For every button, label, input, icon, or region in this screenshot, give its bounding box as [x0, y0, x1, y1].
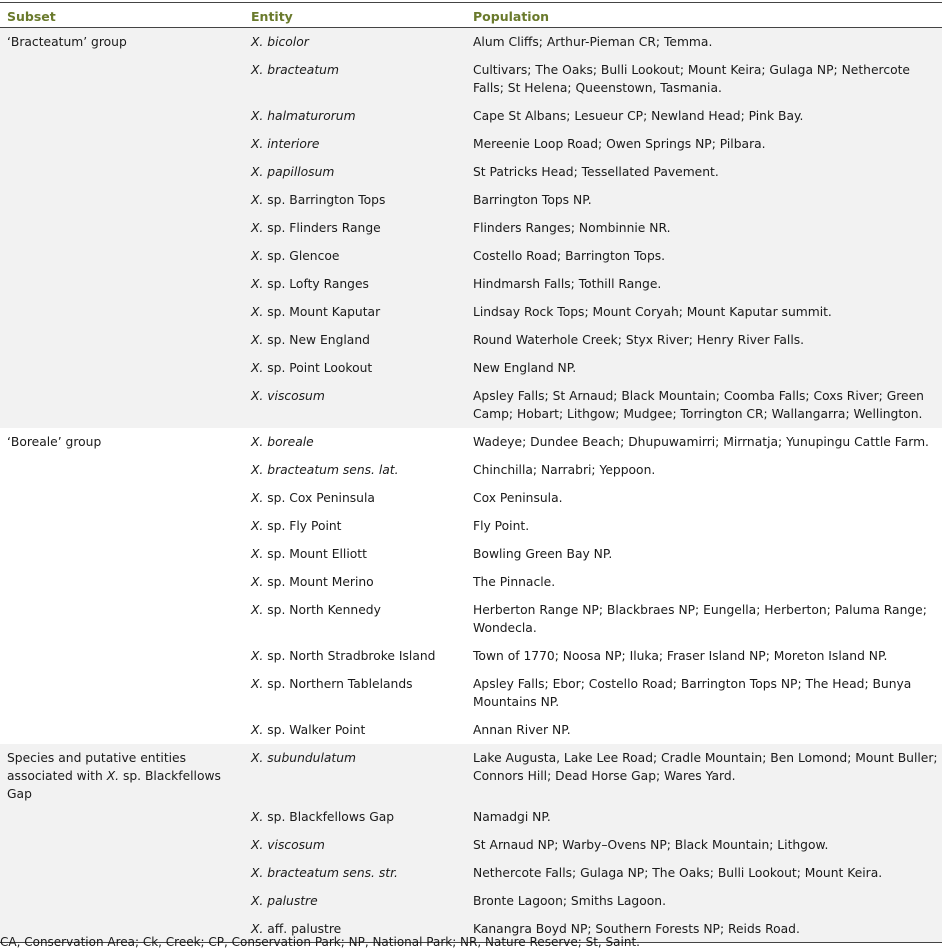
entity-genus: X.	[251, 164, 264, 179]
table-row	[0, 859, 942, 887]
table-row	[0, 484, 942, 512]
entity-name: sp. Flinders Range	[267, 220, 381, 235]
population-cell: Flinders Ranges; Nombinnie NR.	[466, 214, 942, 242]
subset-cell	[0, 484, 244, 512]
population-cell: Lake Augusta, Lake Lee Road; Cradle Mountain; Ben Lomond; Mount Buller; Connors Hill; Dead Horse Gap; Wares Yard.	[466, 744, 942, 803]
entity-name: sp. Blackfellows Gap	[267, 809, 395, 824]
entity-cell	[244, 270, 466, 298]
population-cell: Lindsay Rock Tops; Mount Coryah; Mount Kaputar summit.	[466, 298, 942, 326]
population-cell: Bowling Green Bay NP.	[466, 540, 942, 568]
table-row	[0, 716, 942, 744]
entity-cell	[244, 831, 466, 859]
entity-name: aff. palustre	[267, 921, 342, 936]
table-row	[0, 102, 942, 130]
entity-cell	[244, 298, 466, 326]
subset-cell	[0, 298, 244, 326]
population-cell: Cape St Albans; Lesueur CP; Newland Head; Pink Bay.	[466, 102, 942, 130]
population-cell: New England NP.	[466, 354, 942, 382]
subset-cell	[0, 456, 244, 484]
entity-genus: X.	[251, 750, 264, 765]
table-row	[0, 670, 942, 716]
populations-table	[0, 2, 942, 943]
entity-genus: X.	[251, 192, 264, 207]
entity-genus: X.	[251, 921, 264, 936]
entity-name: bicolor	[267, 35, 309, 49]
entity-cell	[244, 596, 466, 642]
entity-genus: X.	[251, 518, 264, 533]
entity-name: halmaturorum	[267, 108, 356, 123]
table-row	[0, 298, 942, 326]
entity-name: sp. Glencoe	[267, 248, 340, 263]
subset-cell	[0, 270, 244, 298]
subset-cell	[0, 56, 244, 102]
table-row	[0, 596, 942, 642]
subset-cell	[0, 428, 244, 456]
table-row	[0, 326, 942, 354]
entity-cell	[244, 428, 466, 456]
entity-cell	[244, 130, 466, 158]
entity-cell	[244, 214, 466, 242]
population-cell: Costello Road; Barrington Tops.	[466, 242, 942, 270]
subset-cell	[0, 803, 244, 831]
entity-name: sp. New England	[267, 332, 370, 347]
table-group-1	[0, 28, 942, 428]
entity-genus: X.	[251, 546, 264, 561]
population-cell: Namadgi NP.	[466, 803, 942, 831]
table-row	[0, 56, 942, 102]
entity-genus: X.	[251, 434, 264, 449]
entity-name: sp. North Kennedy	[267, 602, 381, 617]
entity-name: sp. Lofty Ranges	[267, 276, 369, 291]
entity-cell	[244, 540, 466, 568]
entity-genus: X.	[251, 108, 264, 123]
entity-name: sp. Point Lookout	[267, 360, 373, 375]
subset-cell	[0, 716, 244, 744]
table-header	[0, 3, 942, 28]
subset-cell	[0, 354, 244, 382]
entity-cell	[244, 186, 466, 214]
subset-cell	[0, 887, 244, 915]
entity-cell	[244, 670, 466, 716]
subset-cell	[0, 512, 244, 540]
entity-genus: X.	[251, 676, 264, 691]
population-cell: St Arnaud NP; Warby–Ovens NP; Black Mountain; Lithgow.	[466, 831, 942, 859]
entity-genus: X.	[251, 388, 264, 403]
population-cell: Round Waterhole Creek; Styx River; Henry River Falls.	[466, 326, 942, 354]
subset-cell	[0, 596, 244, 642]
subset-cell	[0, 540, 244, 568]
table-row	[0, 382, 942, 428]
subset-cell	[0, 102, 244, 130]
table-row	[0, 540, 942, 568]
entity-cell	[244, 642, 466, 670]
entity-name: sp. Northern Tablelands	[267, 676, 413, 691]
subset-cell	[0, 568, 244, 596]
table-row	[0, 642, 942, 670]
table-footnote: CA, Conservation Area; Ck, Creek; CP, Conservation Park; NP, National Park; NR, Nature Reserve; St, Saint.	[0, 935, 640, 949]
subset-cell	[0, 214, 244, 242]
table-row	[0, 512, 942, 540]
population-cell: Bronte Lagoon; Smiths Lagoon.	[466, 887, 942, 915]
header-population: Population	[466, 3, 942, 28]
table-row	[0, 28, 942, 56]
entity-genus: X.	[251, 722, 264, 737]
entity-genus: X.	[251, 490, 264, 505]
entity-genus: X.	[251, 602, 264, 617]
table-row	[0, 887, 942, 915]
population-cell: Apsley Falls; St Arnaud; Black Mountain; Coomba Falls; Coxs River; Green Camp; Hobart; Lithgow; Mudgee; Torrington CR; Wallangarra; Wellington.	[466, 382, 942, 428]
table-row	[0, 744, 942, 803]
entity-genus: X.	[251, 136, 264, 151]
population-cell: Herberton Range NP; Blackbraes NP; Eungella; Herberton; Paluma Range; Wondecla.	[466, 596, 942, 642]
table-row	[0, 354, 942, 382]
entity-genus: X.	[251, 648, 264, 663]
entity-cell	[244, 242, 466, 270]
table-row	[0, 803, 942, 831]
entity-genus: X.	[251, 220, 264, 235]
entity-name: bracteatum sens. lat.	[267, 462, 399, 477]
subset-cell	[0, 670, 244, 716]
header-entity: Entity	[244, 3, 466, 28]
table-row	[0, 456, 942, 484]
population-cell: Chinchilla; Narrabri; Yeppoon.	[466, 456, 942, 484]
entity-name: sp. Fly Point	[267, 518, 342, 533]
entity-name: boreale	[267, 434, 314, 449]
table-row	[0, 158, 942, 186]
table-row	[0, 242, 942, 270]
entity-name: sp. Mount Merino	[267, 574, 374, 589]
subset-cell	[0, 744, 244, 803]
population-cell: Cultivars; The Oaks; Bulli Lookout; Mount Keira; Gulaga NP; Nethercote Falls; St Helena; Queenstown, Tasmania.	[466, 56, 942, 102]
entity-genus: X.	[251, 35, 264, 49]
entity-genus: X.	[251, 360, 264, 375]
entity-cell	[244, 326, 466, 354]
entity-name: palustre	[267, 893, 318, 908]
entity-name: sp. North Stradbroke Island	[267, 648, 436, 663]
subset-label-part: X.	[106, 768, 120, 783]
subset-label: ‘Boreale’ group	[7, 434, 102, 449]
population-cell: Barrington Tops NP.	[466, 186, 942, 214]
entity-name: viscosum	[267, 837, 325, 852]
population-cell: Wadeye; Dundee Beach; Dhupuwamirri; Mirrnatja; Yunupingu Cattle Farm.	[466, 428, 942, 456]
population-cell: Cox Peninsula.	[466, 484, 942, 512]
table-row	[0, 214, 942, 242]
subset-cell	[0, 859, 244, 887]
entity-genus: X.	[251, 462, 264, 477]
entity-cell	[244, 56, 466, 102]
entity-cell	[244, 28, 466, 56]
table-row	[0, 130, 942, 158]
subset-cell	[0, 186, 244, 214]
entity-cell	[244, 382, 466, 428]
entity-cell	[244, 859, 466, 887]
entity-name: sp. Barrington Tops	[267, 192, 386, 207]
entity-cell	[244, 102, 466, 130]
population-cell: Kanangra Boyd NP; Southern Forests NP; Reids Road.	[466, 915, 942, 943]
subset-label-part: Species and putative entities associated with	[7, 750, 187, 783]
subset-label	[7, 749, 244, 803]
entity-cell	[244, 716, 466, 744]
table-row	[0, 568, 942, 596]
subset-cell	[0, 831, 244, 859]
table-row	[0, 428, 942, 456]
subset-label: ‘Bracteatum’ group	[7, 35, 127, 49]
subset-cell	[0, 158, 244, 186]
population-cell: Annan River NP.	[466, 716, 942, 744]
entity-genus: X.	[251, 893, 264, 908]
entity-cell	[244, 803, 466, 831]
population-cell: Apsley Falls; Ebor; Costello Road; Barrington Tops NP; The Head; Bunya Mountains NP.	[466, 670, 942, 716]
population-cell: Hindmarsh Falls; Tothill Range.	[466, 270, 942, 298]
subset-cell	[0, 642, 244, 670]
table-group-2	[0, 428, 942, 744]
entity-cell	[244, 744, 466, 803]
entity-cell	[244, 456, 466, 484]
entity-name: sp. Cox Peninsula	[267, 490, 375, 505]
table-row	[0, 270, 942, 298]
table-group-3	[0, 744, 942, 943]
entity-genus: X.	[251, 809, 264, 824]
table-row	[0, 186, 942, 214]
entity-genus: X.	[251, 837, 264, 852]
entity-cell	[244, 354, 466, 382]
subset-cell	[0, 382, 244, 428]
subset-cell	[0, 28, 244, 56]
entity-name: bracteatum sens. str.	[267, 865, 398, 880]
entity-name: subundulatum	[267, 750, 357, 765]
entity-cell	[244, 512, 466, 540]
subset-cell	[0, 130, 244, 158]
entity-genus: X.	[251, 276, 264, 291]
population-cell: Alum Cliffs; Arthur-Pieman CR; Temma.	[466, 28, 942, 56]
population-cell: St Patricks Head; Tessellated Pavement.	[466, 158, 942, 186]
table-row	[0, 831, 942, 859]
subset-cell	[0, 326, 244, 354]
entity-name: sp. Walker Point	[267, 722, 366, 737]
subset-label-part: sp. Blackfellows Gap	[7, 768, 221, 801]
entity-genus: X.	[251, 304, 264, 319]
subset-cell	[0, 242, 244, 270]
entity-cell	[244, 568, 466, 596]
header-row	[0, 3, 942, 28]
entity-name: sp. Mount Kaputar	[267, 304, 381, 319]
population-cell: Mereenie Loop Road; Owen Springs NP; Pilbara.	[466, 130, 942, 158]
entity-genus: X.	[251, 865, 264, 880]
entity-cell	[244, 158, 466, 186]
population-cell: Nethercote Falls; Gulaga NP; The Oaks; Bulli Lookout; Mount Keira.	[466, 859, 942, 887]
entity-genus: X.	[251, 62, 264, 77]
header-subset: Subset	[0, 3, 244, 28]
entity-cell	[244, 887, 466, 915]
entity-name: interiore	[267, 136, 320, 151]
entity-name: papillosum	[267, 164, 335, 179]
entity-genus: X.	[251, 248, 264, 263]
entity-name: viscosum	[267, 388, 325, 403]
entity-genus: X.	[251, 332, 264, 347]
entity-cell	[244, 484, 466, 512]
entity-name: bracteatum	[267, 62, 339, 77]
population-cell: The Pinnacle.	[466, 568, 942, 596]
population-cell: Fly Point.	[466, 512, 942, 540]
entity-name: sp. Mount Elliott	[267, 546, 367, 561]
entity-genus: X.	[251, 574, 264, 589]
population-cell: Town of 1770; Noosa NP; Iluka; Fraser Island NP; Moreton Island NP.	[466, 642, 942, 670]
